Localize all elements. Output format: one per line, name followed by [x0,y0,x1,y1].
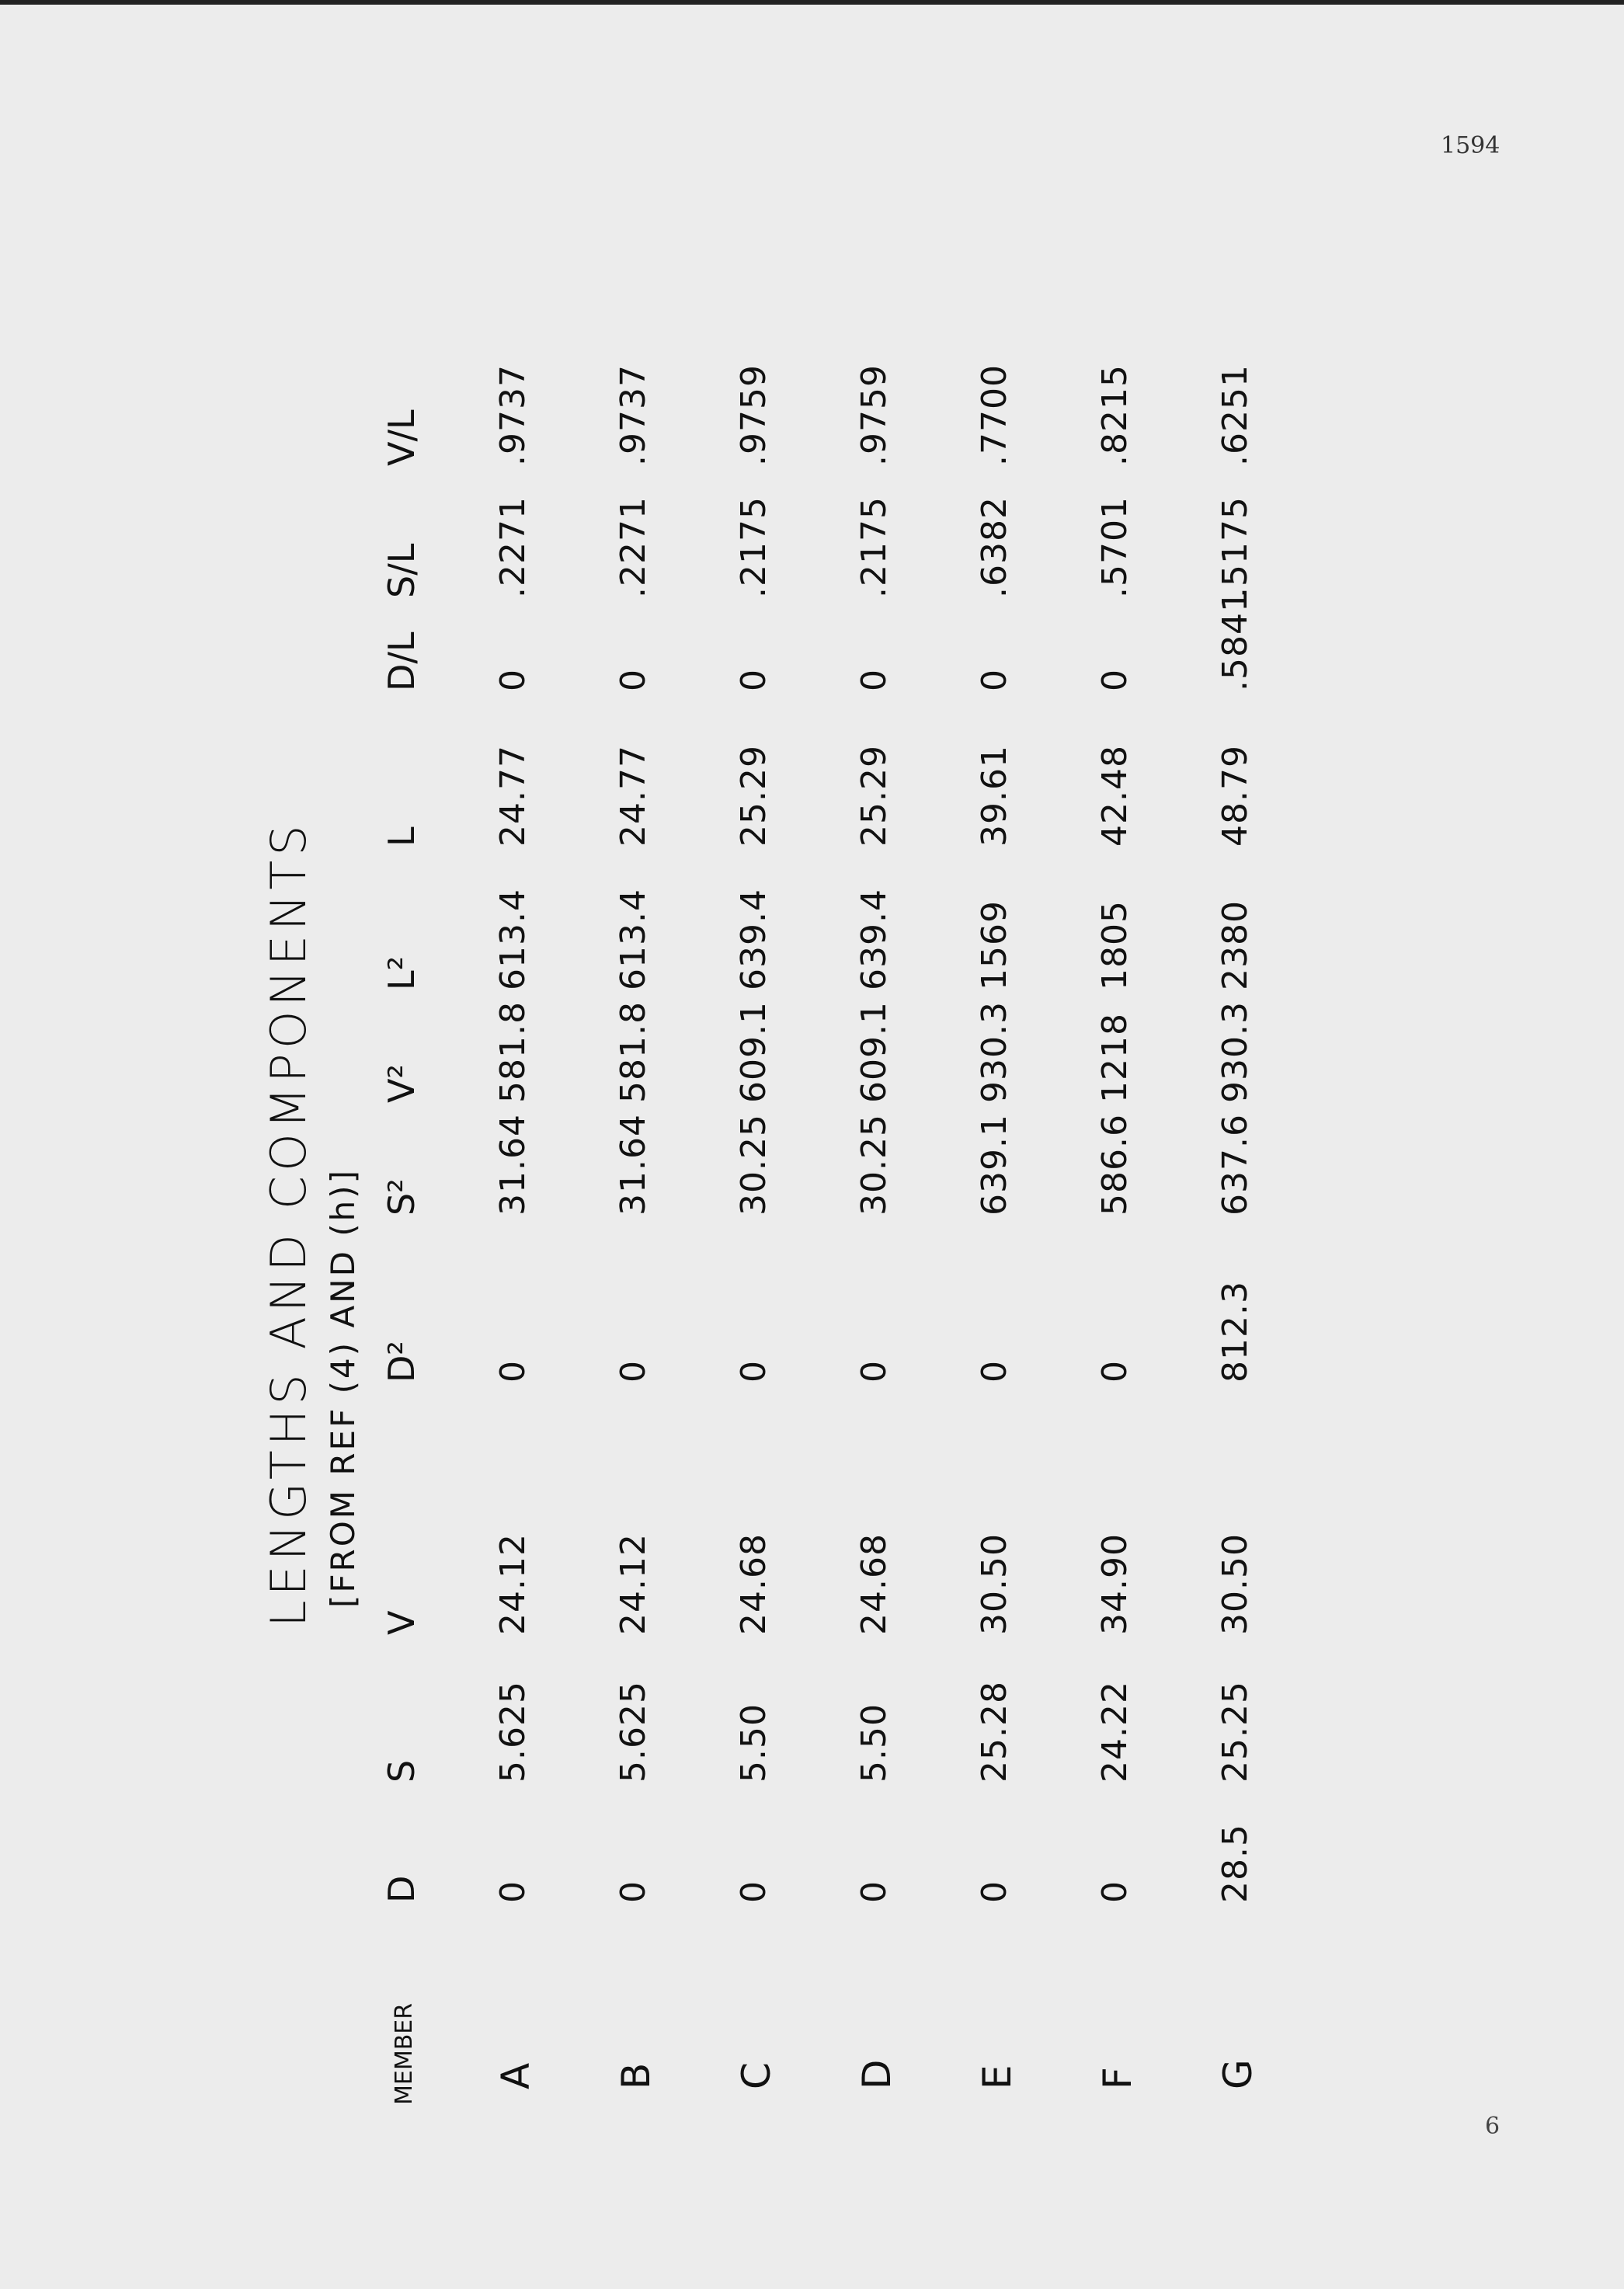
cell-s-squared: 31.64 [614,1114,653,1216]
cell-s-over-l: .2175 [854,496,894,598]
cell-s: 5.50 [734,1703,774,1783]
cell-s: 5.625 [493,1681,533,1783]
cell-s-over-l: .5701 [1095,496,1135,598]
cell-s: 25.25 [1215,1681,1255,1783]
cell-d-over-l: 0 [614,669,653,691]
cell-v-squared: 1218 [1095,1013,1135,1103]
cell-l-squared: 613.4 [614,889,653,990]
cell-s-squared: 30.25 [854,1114,894,1216]
cell-d-squared: 812.3 [1215,1281,1255,1383]
cell-v-over-l: .9759 [854,364,894,466]
cell-v-over-l: .8215 [1095,364,1135,466]
column-header-d-over-l: D/L [381,631,423,691]
cell-l: 24.77 [614,745,653,847]
cell-d-over-l: 0 [1095,669,1135,691]
cell-d-over-l: 0 [854,669,894,691]
cell-l: 25.29 [854,745,894,847]
cell-member: G [1215,2058,1261,2089]
cell-d-squared: 0 [493,1360,533,1383]
cell-member: C [734,2061,779,2089]
cell-v: 24.68 [854,1533,894,1635]
cell-d: 0 [1095,1880,1135,1903]
cell-d-squared: 0 [1095,1360,1135,1383]
table-title: LENGTHS AND COMPONENTS [260,820,317,1627]
column-header-d: D [381,1875,423,1903]
cell-l-squared: 2380 [1215,900,1255,990]
cell-l-squared: 639.4 [734,889,774,990]
cell-s-over-l: .2271 [493,496,533,598]
column-header-s-squared: S² [381,1178,423,1216]
cell-member: F [1095,2066,1140,2089]
cell-l-squared: 639.4 [854,889,894,990]
cell-d-over-l: 0 [975,669,1014,691]
cell-l-squared: 1805 [1095,900,1135,990]
cell-s-over-l: .2271 [614,496,653,598]
cell-v-over-l: .9759 [734,364,774,466]
cell-s: 5.625 [614,1681,653,1783]
cell-d: 0 [614,1880,653,1903]
cell-s: 5.50 [854,1703,894,1783]
cell-d-over-l: .5841 [1215,590,1255,691]
cell-d-squared: 0 [854,1360,894,1383]
column-header-member: MEMBER [391,2002,418,2105]
cell-s-over-l: .2175 [734,496,774,598]
cell-s-squared: 639.1 [975,1114,1014,1216]
cell-d: 0 [734,1880,774,1903]
cell-l: 24.77 [493,745,533,847]
cell-s-squared: 30.25 [734,1114,774,1216]
cell-v-over-l: .9737 [493,364,533,466]
cell-s: 25.28 [975,1681,1014,1783]
cell-v: 24.68 [734,1533,774,1635]
column-header-s: S [381,1759,423,1783]
cell-member: A [493,2061,538,2089]
column-header-d-squared: D² [381,1341,423,1383]
column-header-l: L [381,826,423,847]
cell-v-squared: 609.1 [734,1001,774,1103]
cell-s-over-l: .6382 [975,496,1014,598]
cell-v: 24.12 [614,1533,653,1635]
column-header-v: V [381,1610,423,1635]
cell-v-squared: 930.3 [1215,1001,1255,1103]
cell-d-squared: 0 [975,1360,1014,1383]
cell-l: 39.61 [975,745,1014,847]
cell-member: E [975,2064,1020,2089]
column-header-v-over-l: V/L [381,409,423,466]
cell-l-squared: 613.4 [493,889,533,990]
cell-d: 0 [493,1880,533,1903]
cell-d: 0 [975,1880,1014,1903]
cell-member: B [614,2061,659,2089]
cell-d-squared: 0 [734,1360,774,1383]
cell-v-squared: 581.8 [614,1001,653,1103]
cell-v: 30.50 [1215,1533,1255,1635]
cell-v: 34.90 [1095,1533,1135,1635]
table-subtitle: [FROM REF (4) AND (h)] [324,1167,362,1608]
cell-v-squared: 581.8 [493,1001,533,1103]
page-number: 1594 [1441,132,1501,159]
cell-v-squared: 930.3 [975,1001,1014,1103]
cell-s-squared: 586.6 [1095,1114,1135,1216]
cell-v-over-l: .9737 [614,364,653,466]
cell-l: 42.48 [1095,745,1135,847]
cell-d-squared: 0 [614,1360,653,1383]
cell-s-over-l: .5175 [1215,496,1255,598]
cell-l: 48.79 [1215,745,1255,847]
column-header-l-squared: L² [381,955,423,990]
cell-v: 30.50 [975,1533,1014,1635]
cell-d: 28.5 [1215,1824,1255,1903]
cell-s-squared: 31.64 [493,1114,533,1216]
cell-d: 0 [854,1880,894,1903]
cell-v-over-l: .6251 [1215,364,1255,466]
rotated-table-sheet [260,249,1348,2113]
cell-member: D [854,2058,899,2089]
cell-s-squared: 637.6 [1215,1114,1255,1216]
cell-v: 24.12 [493,1533,533,1635]
cell-v-over-l: .7700 [975,364,1014,466]
cell-v-squared: 609.1 [854,1001,894,1103]
column-header-v-squared: V² [381,1064,423,1103]
cell-d-over-l: 0 [734,669,774,691]
footer-page-number: 6 [1485,2113,1501,2140]
cell-l-squared: 1569 [975,900,1014,990]
cell-d-over-l: 0 [493,669,533,691]
cell-s: 24.22 [1095,1681,1135,1783]
column-header-s-over-l: S/L [381,543,423,598]
cell-l: 25.29 [734,745,774,847]
scan-top-edge [0,0,1624,5]
